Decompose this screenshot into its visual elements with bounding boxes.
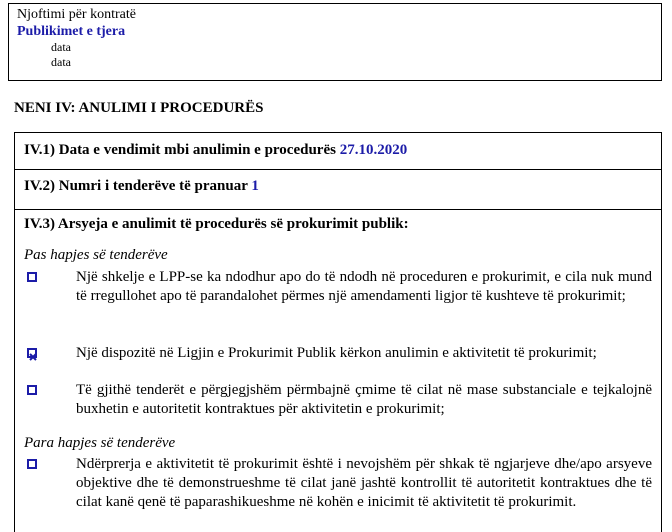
cancellation-reason-label: IV.3) Arsyeja e anulimit të procedurës së prokurimit publik: <box>24 216 409 232</box>
row-decision-date <box>15 137 661 170</box>
decision-date-label: IV.1) Data e vendimit mbi anulimin e procedurës <box>24 142 336 158</box>
option-text: Një dispozitë në Ligjin e Prokurimit Publik kërkon anulimin e aktivitetit të prokurimit; <box>76 345 597 361</box>
notice-title: Njoftimi për kontratë <box>17 7 136 22</box>
checkbox-checked-icon[interactable] <box>27 348 37 358</box>
row-tender-count <box>15 170 661 210</box>
data-line-1: data <box>51 40 71 54</box>
data-line-2: data <box>51 55 71 69</box>
checkbox-empty-icon[interactable] <box>27 459 37 469</box>
option-text: Ndërprerja e aktivitetit të prokurimit është i nevojshëm për shkak të ngjarjeve dhe/apo arsyeve objektive dhe të demonstrueshme të cilat janë jashtë kontrollit të autoritetit kontraktues dhe të cilat kanë qenë të paparashikueshme në kohën e inicimit të aktivitetit të prokurimit. <box>76 456 652 510</box>
section-heading: NENI IV: ANULIMI I PROCEDURËS <box>14 100 264 116</box>
row-cancellation-reason <box>15 210 661 242</box>
phase-before-opening: Para hapjes së tenderëve <box>24 435 176 451</box>
section-frame <box>14 132 662 532</box>
decision-date-value: 27.10.2020 <box>339 142 408 158</box>
notice-subtitle: Publikimet e tjera <box>17 24 126 39</box>
tender-count-label: IV.2) Numri i tenderëve të pranuar <box>24 178 248 194</box>
option-text: Të gjithë tenderët e përgjegjshëm përmbajnë çmime të cilat në mase substanciale e tejkalojnë buxhetin e autoritetit kontraktues për aktivitetin e prokurimit; <box>76 382 652 417</box>
phase-after-opening: Pas hapjes së tenderëve <box>24 247 168 263</box>
checkbox-empty-icon[interactable] <box>27 272 37 282</box>
checkbox-empty-icon[interactable] <box>27 385 37 395</box>
option-text: Një shkelje e LPP-se ka ndodhur apo do të ndodh në proceduren e prokurimit, e cila nuk mund të rregullohet apo të parandalohet përmes një amendamenti ligjor të kushteve të prokurimit; <box>76 269 652 304</box>
notice-header-box <box>8 3 662 81</box>
tender-count-value: 1 <box>251 178 259 194</box>
